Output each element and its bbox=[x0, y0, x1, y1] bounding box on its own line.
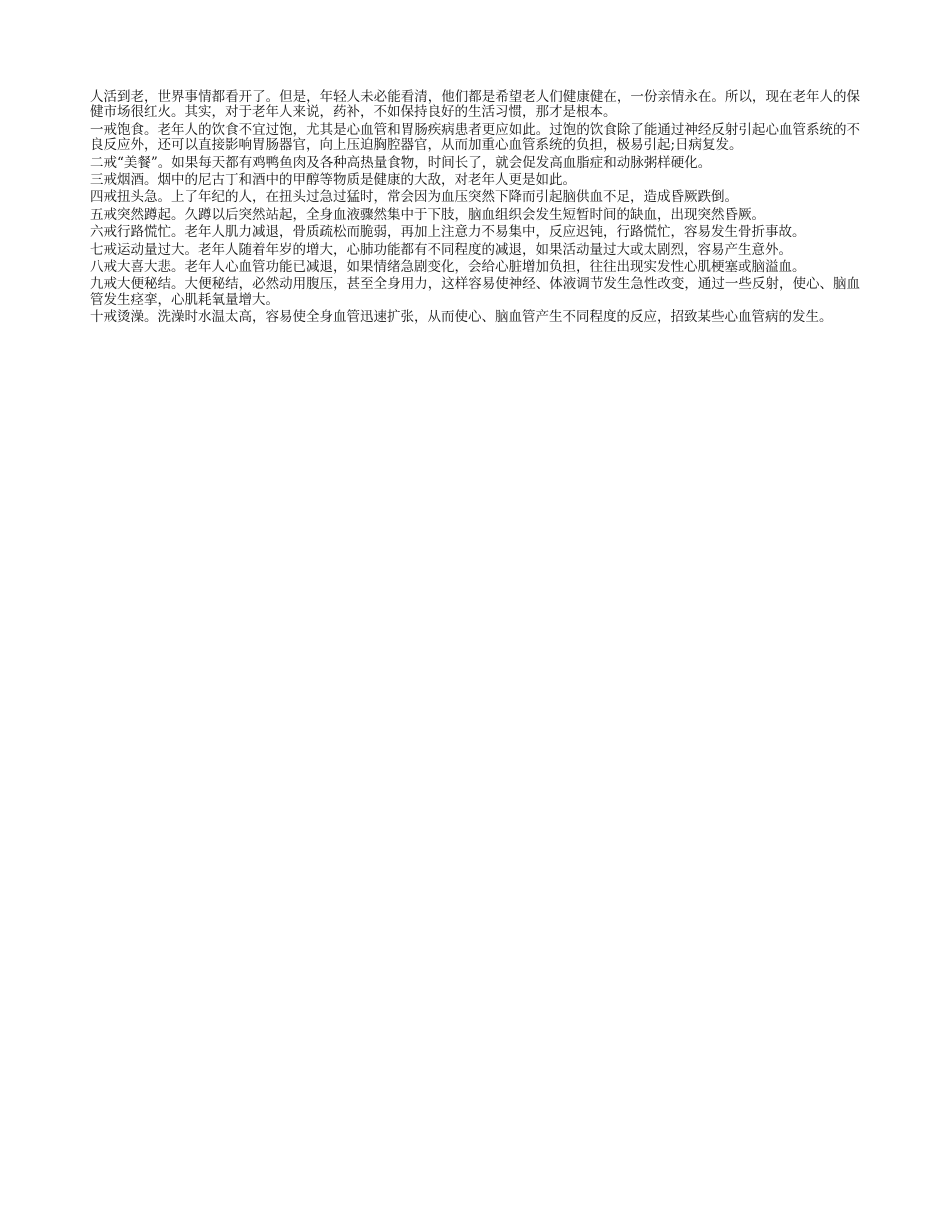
intro-paragraph: 人活到老，世界事情都看开了。但是，年轻人未必能看清，他们都是希望老人们健康健在，一份亲情永在。所以，现在老年人的保健市场很红火。其实，对于老年人来说，药补，不如保持良好的生活习惯，那才是根本。 bbox=[90, 89, 860, 121]
rule-10-paragraph: 十戒烫澡。洗澡时水温太高，容易使全身血管迅速扩张，从而使心、脑血管产生不同程度的反应，招致某些心血管病的发生。 bbox=[90, 309, 833, 326]
rule-1-paragraph: 一戒饱食。老年人的饮食不宜过饱，尤其是心血管和胃肠疾病患者更应如此。过饱的饮食除了能通过神经反射引起心血管系统的不良反应外，还可以直接影响胃肠器官，向上压迫胸腔器官，从而加重心血管系统的负担，极易引起;日病复发。 bbox=[90, 121, 860, 154]
rule-7-paragraph: 七戒运动量过大。老年人随着年岁的增大，心肺功能都有不同程度的减退，如果活动量过大或太剧烈，容易产生意外。 bbox=[90, 241, 792, 258]
rule-2-paragraph: 二戒“美餐”。如果每天都有鸡鸭鱼肉及各种高热量食物，时间长了，就会促发高血脂症和动脉粥样硬化。 bbox=[90, 154, 712, 171]
rule-4-paragraph: 四戒扭头急。上了年纪的人，在扭头过急过猛时，常会因为血压突然下降而引起脑供血不足，造成昏厥跌倒。 bbox=[90, 189, 738, 206]
rule-5-paragraph: 五戒突然蹲起。久蹲以后突然站起，全身血液骤然集中于下肢，脑血组织会发生短暂时间的缺血，出现突然昏厥。 bbox=[90, 206, 765, 223]
rule-8-paragraph: 八戒大喜大悲。老年人心血管功能已减退，如果情绪急剧变化，会给心脏增加负担，往往出现实发性心肌梗塞或脑溢血。 bbox=[90, 259, 806, 276]
rule-6-paragraph: 六戒行路慌忙。老年人肌力减退，骨质疏松而脆弱，再加上注意力不易集中，反应迟钝，行路慌忙，容易发生骨折事故。 bbox=[90, 224, 806, 241]
rule-3-paragraph: 三戒烟酒。烟中的尼古丁和酒中的甲醇等物质是健康的大敌，对老年人更是如此。 bbox=[90, 172, 576, 189]
rule-9-paragraph: 九戒大便秘结。大便秘结，必然动用腹压，甚至全身用力，这样容易使神经、体液调节发生急性改变，通过一些反射，使心、脑血管发生痉挛，心肌耗氧量增大。 bbox=[90, 276, 860, 308]
document-body bbox=[90, 90, 860, 328]
